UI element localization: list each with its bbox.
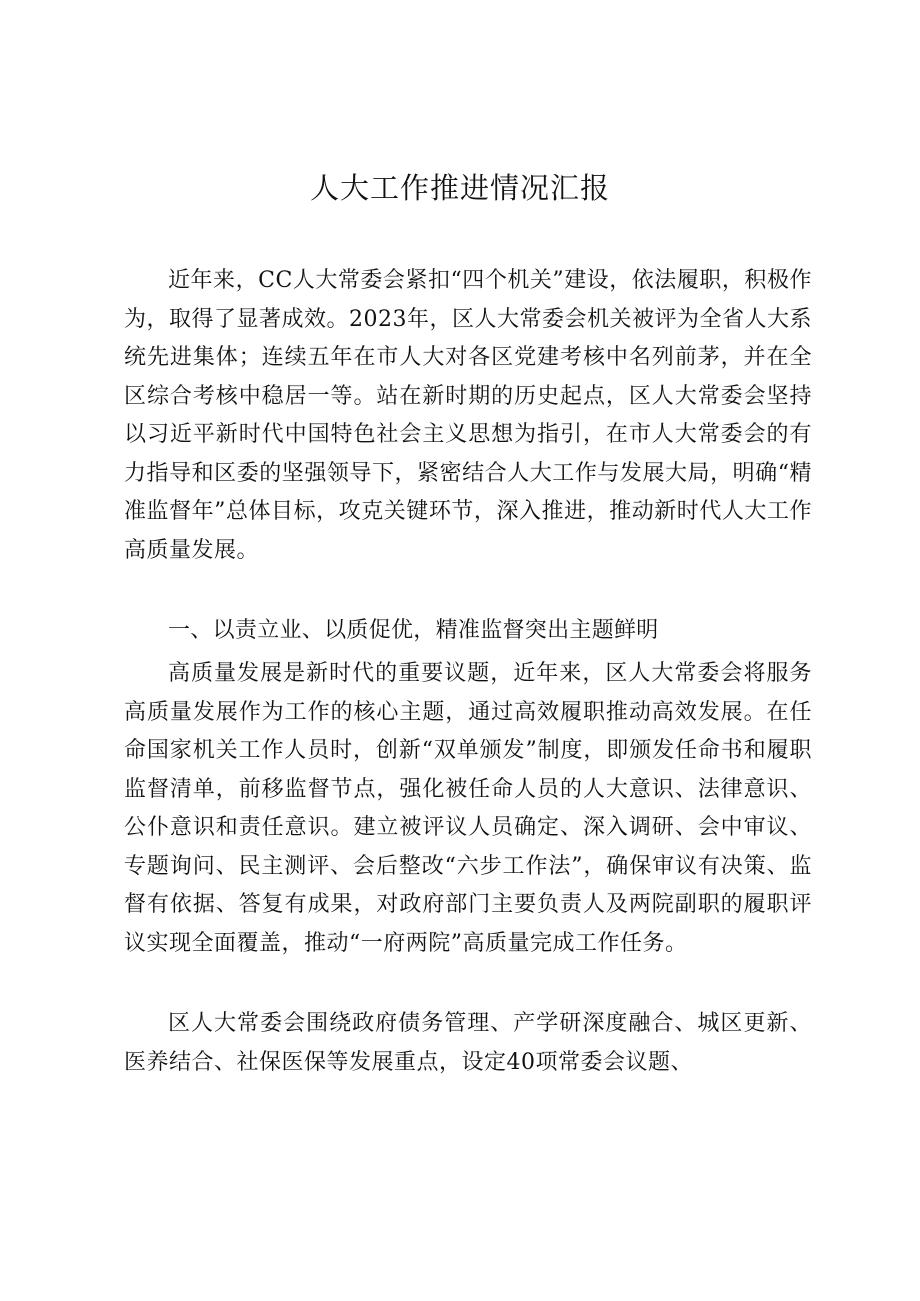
section-1-paragraph-2: 区人大常委会围绕政府债务管理、产学研深度融合、城区更新、医养结合、社保医保等发展重点，设定40项常委会议题、 [124,1011,812,1075]
intro-paragraph: 近年来，CC人大常委会紧扣“四个机关”建设，依法履职，积极作为，取得了显著成效。2023年，区人大常委会机关被评为全省人大系统先进集体；连续五年在市人大对各区党建考核中名列前茅，并在全区综合考核中稳居一等。站在新时期的历史起点，区人大常委会坚持以习近平新时代中国特色社会主义思想为指引，在市人大常委会的有力指导和区委的坚强领导下，紧密结合人大工作与发展大局，明确“精准监督年”总体目标，攻克关键环节，深入推进，推动新时代人大工作高质量发展。 [124,268,812,563]
section-1-paragraph-1: 高质量发展是新时代的重要议题，近年来，区人大常委会将服务高质量发展作为工作的核心主题，通过高效履职推动高效发展。在任命国家机关工作人员时，创新“双单颁发”制度，即颁发任命书和履职监督清单，前移监督节点，强化被任命人员的人大意识、法律意识、公仆意识和责任意识。建立被评议人员确定、深入调研、会中审议、专题询问、民主测评、会后整改“六步工作法”，确保审议有决策、监督有依据、答复有成果，对政府部门主要负责人及两院副职的履职评议实现全面覆盖，推动“一府两院”高质量完成工作任务。 [124,661,812,956]
section-1-body [124,655,812,963]
document-title: 人大工作推进情况汇报 [309,171,610,205]
intro-block [124,262,812,570]
section-1-body-2 [124,1005,812,1082]
section-1-heading: 一、以责立业、以质促优，精准监督突出主题鲜明 [168,618,659,643]
section-1 [124,612,812,651]
